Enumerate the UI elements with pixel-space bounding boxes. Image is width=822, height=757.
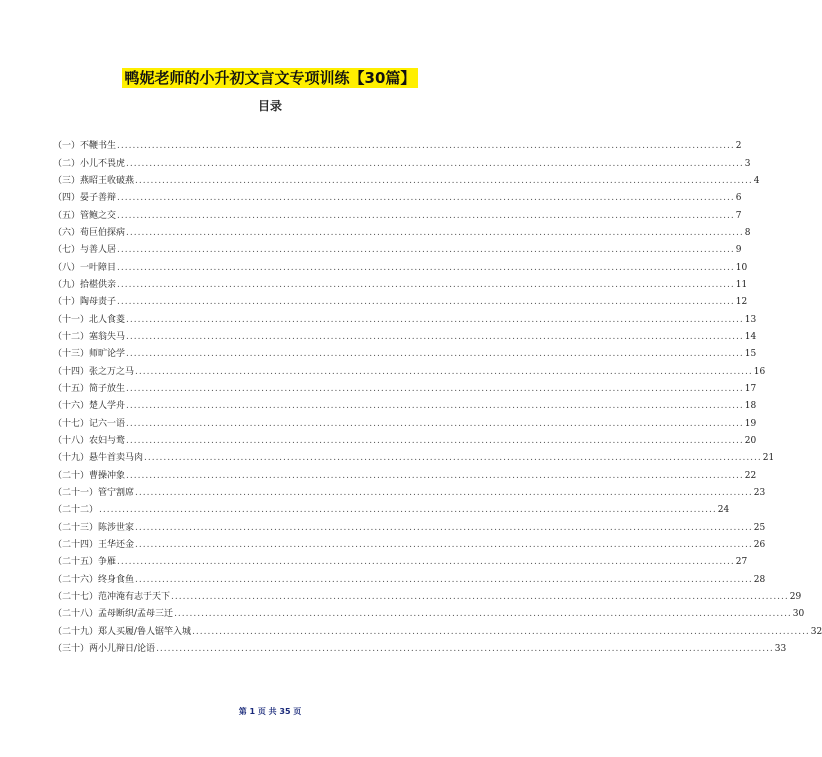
dot-leader: ................................................................................................................................................................ [126,418,744,429]
toc-entry-title: 一叶障目 [80,262,117,273]
dot-leader: ................................................................................................................................................................ [126,401,744,412]
toc-entry-number: （二） [53,158,81,169]
toc-entry[interactable] [53,606,805,623]
toc-entry-number: （十五） [53,383,90,394]
toc-entry-title: 张之万之马 [89,366,135,377]
dot-leader: ................................................................................................................................................................ [117,297,735,308]
dot-leader: ................................................................................................................................................................ [126,314,744,325]
toc-entry[interactable] [53,190,742,207]
toc-entry-number: （十三） [53,349,90,360]
toc-entry-page: 25 [753,522,766,533]
toc-entry-page: 16 [753,366,766,377]
dot-leader: ................................................................................................................................................................ [117,557,735,568]
toc-entry-number: （三） [53,175,81,186]
toc-entry-title: 曹操冲象 [89,470,126,481]
toc-entry-page: 27 [735,557,748,568]
dot-leader: ................................................................................................................................................................ [117,245,735,256]
toc-entry-page: 19 [744,418,757,429]
toc-entry-title: 简子放生 [89,383,126,394]
dot-leader: ................................................................................................................................................................ [135,574,753,585]
dot-leader: ................................................................................................................................................................ [126,349,744,360]
toc-entry-number: （二十四） [53,540,99,551]
dot-leader: ................................................................................................................................................................ [126,470,744,481]
toc-entry[interactable] [53,416,757,433]
toc-entry[interactable] [53,381,757,398]
toc-entry-title: 楚人学舟 [89,401,126,412]
toc-entry-title: 终身食鱼 [98,574,135,585]
toc-entry[interactable] [53,329,757,346]
toc-entry-page: 8 [744,227,751,238]
toc-entry[interactable] [53,277,748,294]
toc-entry-page: 26 [753,540,766,551]
toc-entry[interactable] [53,641,787,658]
dot-leader: ................................................................................................................................................................ [117,279,735,290]
toc-entry-number: （七） [53,245,81,256]
toc-entry-title: 燕昭王收破燕 [80,175,135,186]
dot-leader: ................................................................................................................................................................ [144,453,762,464]
dot-leader: ................................................................................................................................................................ [126,158,744,169]
toc-entry-number: （八） [53,262,81,273]
toc-entry-page: 13 [744,314,757,325]
dot-leader: ................................................................................................................................................................ [117,262,735,273]
toc-entry-number: （十二） [53,331,90,342]
toc-entry-title: 北人食菱 [89,314,126,325]
dot-leader: ................................................................................................................................................................ [174,609,792,620]
toc-entry-title: 悬牛首卖马肉 [89,453,144,464]
toc-entry[interactable] [53,259,748,276]
toc-entry-title: 孟母断织/孟母三迁 [98,609,174,620]
toc-entry-title: 范冲淹有志于天下 [98,592,171,603]
toc-entry-number: （六） [53,227,81,238]
toc-entry-title: 两小儿辩日/论语 [89,644,156,655]
toc-entry-page: 22 [744,470,757,481]
toc-entry-title: 师旷论学 [89,349,126,360]
toc-entry-page: 30 [792,609,805,620]
toc-entry-title: 与善人居 [80,245,117,256]
toc-entry-page: 24 [717,505,730,516]
dot-leader: ................................................................................................................................................................ [135,175,753,186]
dot-leader: ................................................................................................................................................................ [126,436,744,447]
dot-leader: ................................................................................................................................................................ [156,644,774,655]
toc-entry-number: （三十） [53,644,90,655]
toc-entry-title: 农妇与鹜 [89,436,126,447]
dot-leader: ................................................................................................................................................................ [192,626,810,637]
toc-entry[interactable] [53,502,730,519]
toc-entry-number: （九） [53,279,81,290]
dot-leader: ................................................................................................................................................................ [135,540,753,551]
toc-entry[interactable] [53,294,748,311]
toc-entry-page: 7 [735,210,742,221]
toc-entry[interactable] [53,589,802,606]
toc-entry-page: 21 [762,453,775,464]
toc-entry-number: （十八） [53,436,90,447]
toc-entry-number: （二十七） [53,592,99,603]
table-of-contents [53,138,822,658]
toc-entry-title: 王华还金 [98,540,135,551]
document-title: 鸭妮老师的小升初文言文专项训练【30篇】 [122,68,419,88]
toc-entry[interactable] [53,398,757,415]
toc-entry-page: 28 [753,574,766,585]
toc-entry-number: （二十六） [53,574,99,585]
toc-entry[interactable] [53,225,751,242]
toc-entry-page: 15 [744,349,757,360]
toc-entry-number: （二十九） [53,626,99,637]
toc-entry[interactable] [53,433,757,450]
toc-entry-page: 6 [735,193,742,204]
toc-entry-title: 郑人买履/鲁人锯竿入城 [98,626,192,637]
toc-entry-page: 29 [789,592,802,603]
toc-entry[interactable] [53,537,766,554]
toc-entry-title: 争雁 [98,557,117,568]
toc-entry[interactable] [53,450,775,467]
toc-entry-number: （二十） [53,470,90,481]
title-wrapper [0,68,540,88]
toc-entry-number: （二十一） [53,488,99,499]
toc-entry-title: 陶母责子 [80,297,117,308]
toc-entry[interactable] [53,242,742,259]
toc-entry-number: （二十三） [53,522,99,533]
toc-entry-title: 荀巨伯探病 [80,227,126,238]
toc-entry-title: 记六一语 [89,418,126,429]
toc-entry-number: （十六） [53,401,90,412]
toc-entry[interactable] [53,520,766,537]
toc-entry-page: 4 [753,175,760,186]
toc-entry-title: 小儿不畏虎 [80,158,126,169]
toc-entry-page: 20 [744,436,757,447]
toc-entry-title: 不鞭书生 [80,141,117,152]
toc-heading: 目录 [257,99,282,113]
toc-entry-title: 塞翁失马 [89,331,126,342]
dot-leader: ................................................................................................................................................................ [135,522,753,533]
toc-entry[interactable] [53,155,751,172]
toc-entry[interactable] [53,363,766,380]
dot-leader: ................................................................................................................................................................ [171,592,789,603]
toc-entry-page: 11 [735,279,748,290]
toc-entry[interactable] [53,346,757,363]
page-footer: 第 1 页 共 35 页 [238,707,302,716]
dot-leader: ................................................................................................................................................................ [135,488,753,499]
toc-entry-page: 32 [810,626,822,637]
toc-entry[interactable] [53,572,766,589]
dot-leader: ................................................................................................................................................................ [126,383,744,394]
dot-leader: ................................................................................................................................................................ [135,366,753,377]
toc-entry[interactable] [53,311,757,328]
toc-entry-title: 拾椹供亲 [80,279,117,290]
toc-entry-page: 10 [735,262,748,273]
dot-leader: ................................................................................................................................................................ [117,210,735,221]
toc-entry-page: 18 [744,401,757,412]
toc-entry-number: （十四） [53,366,90,377]
toc-entry-number: （四） [53,193,81,204]
dot-leader: ................................................................................................................................................................ [126,331,744,342]
toc-entry-page: 3 [744,158,751,169]
toc-entry-page: 33 [774,644,787,655]
toc-entry[interactable] [53,485,766,502]
dot-leader: ................................................................................................................................................................ [99,505,717,516]
dot-leader: ................................................................................................................................................................ [117,193,735,204]
toc-entry[interactable] [53,468,757,485]
toc-entry[interactable] [53,554,748,571]
toc-entry[interactable] [53,207,742,224]
dot-leader: ................................................................................................................................................................ [117,141,735,152]
toc-entry-title: 晏子善辩 [80,193,117,204]
toc-entry-number: （二十二） [53,505,99,516]
toc-entry-page: 23 [753,488,766,499]
toc-entry-number: （一） [53,141,81,152]
toc-entry[interactable] [53,138,742,155]
toc-entry-number: （十一） [53,314,90,325]
toc-entry-page: 9 [735,245,742,256]
toc-entry-page: 12 [735,297,748,308]
toc-entry-title: 管鲍之交 [80,210,117,221]
toc-entry[interactable] [53,624,822,641]
toc-entry-page: 17 [744,383,757,394]
toc-entry-number: （五） [53,210,81,221]
toc-entry-page: 2 [735,141,742,152]
toc-entry-title: 管宁割席 [98,488,135,499]
toc-entry-page: 14 [744,331,757,342]
toc-entry[interactable] [53,173,760,190]
toc-entry-number: （十七） [53,418,90,429]
toc-entry-number: （十九） [53,453,90,464]
toc-entry-number: （二十五） [53,557,99,568]
toc-entry-number: （十） [53,297,81,308]
toc-entry-title: 陈涉世家 [98,522,135,533]
dot-leader: ................................................................................................................................................................ [126,227,744,238]
toc-entry-number: （二十八） [53,609,99,620]
